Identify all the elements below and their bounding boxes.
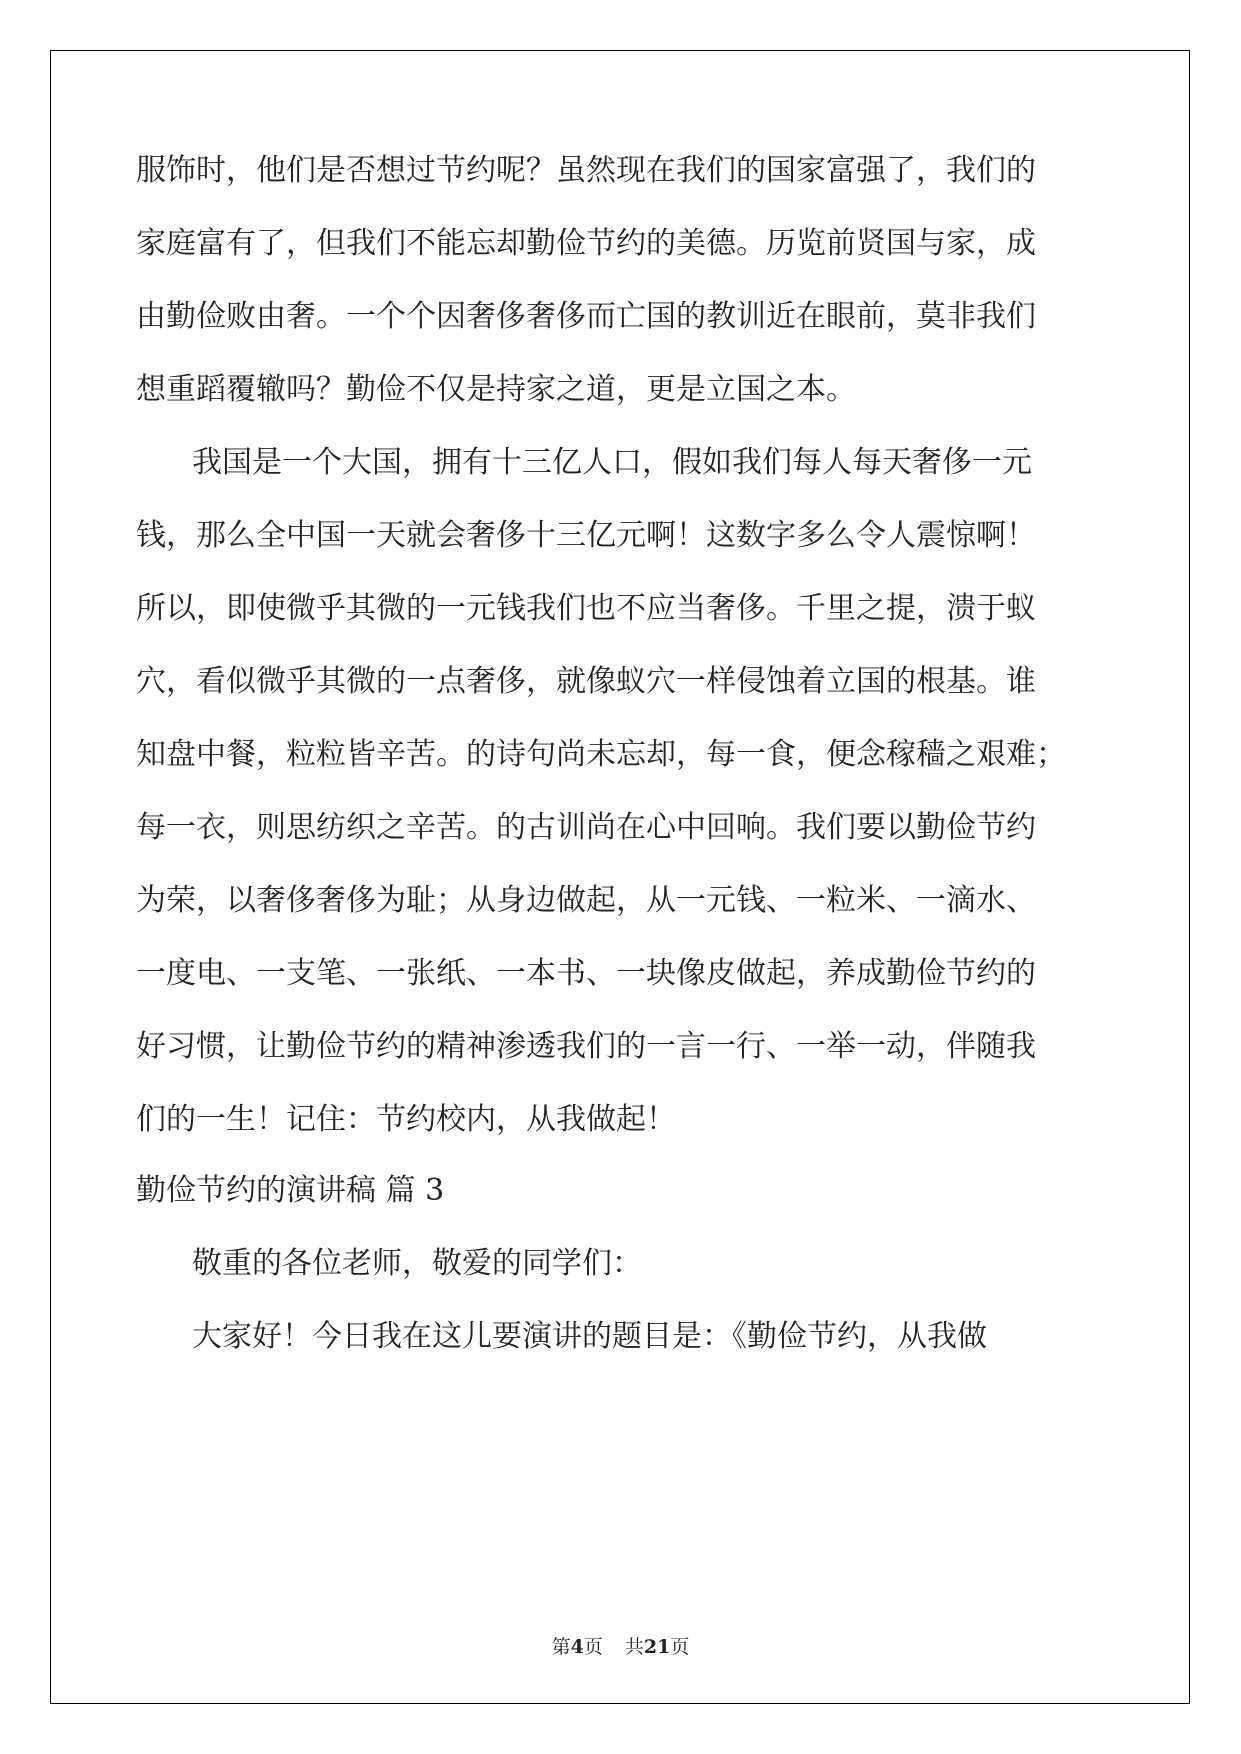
paragraph-line: 大家好！今日我在这儿要演讲的题目是：《勤俭节约，从我做 bbox=[192, 1319, 987, 1354]
footer-total-unit: 页 bbox=[670, 1636, 690, 1658]
footer-page-current: 4 bbox=[570, 1636, 584, 1658]
paragraph-line: 知盘中餐，粒粒皆辛苦。的诗句尚未忘却，每一食，便念稼穑之艰难； bbox=[136, 737, 1066, 772]
paragraph-line: 为荣，以奢侈奢侈为耻；从身边做起，从一元钱、一粒米、一滴水、 bbox=[136, 883, 1036, 918]
paragraph-line: 我国是一个大国，拥有十三亿人口，假如我们每人每天奢侈一元 bbox=[192, 445, 1032, 480]
paragraph-line: 一度电、一支笔、一张纸、一本书、一块像皮做起，养成勤俭节约的 bbox=[136, 956, 1036, 991]
paragraph-line: 每一衣，则思纺织之辛苦。的古训尚在心中回响。我们要以勤俭节约 bbox=[136, 810, 1036, 845]
paragraph-line: 们的一生！记住：节约校内，从我做起！ bbox=[136, 1102, 676, 1137]
footer-total-prefix: 共 bbox=[624, 1636, 644, 1658]
paragraph-line: 穴，看似微乎其微的一点奢侈，就像蚁穴一样侵蚀着立国的根基。谁 bbox=[136, 664, 1036, 699]
paragraph-line: 想重蹈覆辙吗？勤俭不仅是持家之道，更是立国之本。 bbox=[136, 372, 856, 407]
salutation-line: 敬重的各位老师，敬爱的同学们： bbox=[192, 1246, 642, 1281]
paragraph-line: 服饰时，他们是否想过节约呢？虽然现在我们的国家富强了，我们的 bbox=[136, 153, 1036, 188]
page-footer bbox=[0, 1634, 1241, 1660]
section-heading: 勤俭节约的演讲稿 篇 3 bbox=[136, 1173, 445, 1208]
paragraph-line: 所以，即使微乎其微的一元钱我们也不应当奢侈。千里之提，溃于蚁 bbox=[136, 591, 1036, 626]
footer-page-total: 21 bbox=[643, 1636, 671, 1658]
paragraph-line: 钱，那么全中国一天就会奢侈十三亿元啊！这数字多么令人震惊啊！ bbox=[136, 518, 1036, 553]
footer-page-prefix: 第 bbox=[551, 1636, 571, 1658]
paragraph-line: 由勤俭败由奢。一个个因奢侈奢侈而亡国的教训近在眼前，莫非我们 bbox=[136, 299, 1036, 334]
footer-page-unit: 页 bbox=[583, 1636, 603, 1658]
paragraph-line: 好习惯，让勤俭节约的精神渗透我们的一言一行、一举一动，伴随我 bbox=[136, 1029, 1036, 1064]
paragraph-line: 家庭富有了，但我们不能忘却勤俭节约的美德。历览前贤国与家，成 bbox=[136, 226, 1036, 261]
